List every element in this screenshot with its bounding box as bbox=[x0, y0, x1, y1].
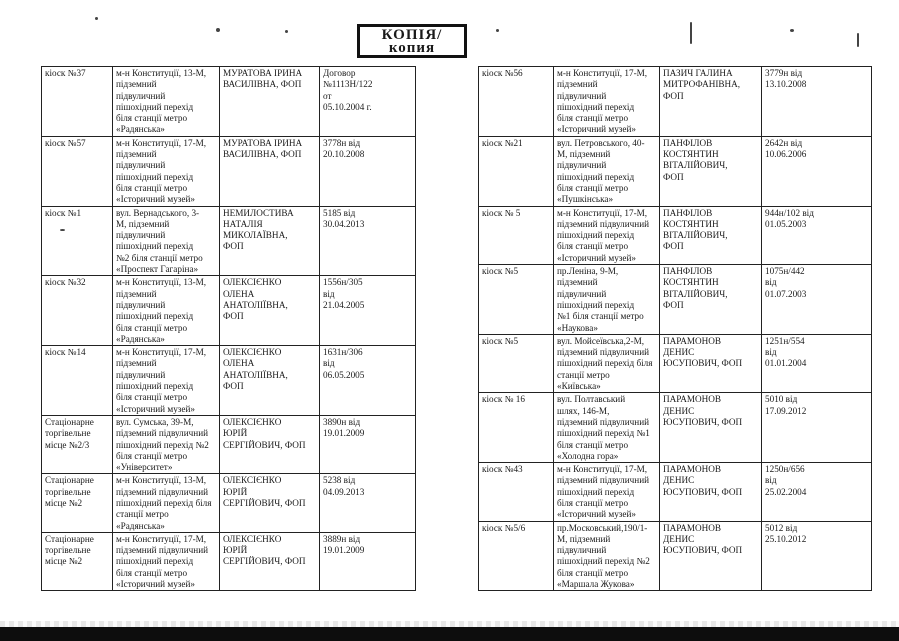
address-line: м-н Конституції, 13-М, bbox=[116, 475, 207, 486]
owner-line: ЮРІЙ bbox=[223, 545, 248, 556]
address-line: м-н Конституції, 13-М, bbox=[116, 68, 207, 78]
owner-line: ВІТАЛІЙОВИЧ, bbox=[663, 288, 728, 299]
owner-line: СЕРГІЙОВИЧ, ФОП bbox=[223, 556, 306, 567]
address-line: пішохідний перехід bbox=[557, 486, 635, 497]
owner-line: МИКОЛАЇВНА, bbox=[223, 230, 288, 241]
address-line: пішохідний перехід bbox=[116, 171, 194, 182]
address-line: шлях, 146-М, bbox=[557, 405, 610, 416]
address-line: біля станції метро bbox=[557, 439, 629, 450]
kiosk-line: місце №2 bbox=[45, 556, 83, 567]
address-line: «Наукова» bbox=[557, 322, 598, 333]
address-line: М, підземний bbox=[116, 218, 170, 229]
owner-line: ОЛЕКСІЄНКО bbox=[223, 347, 282, 358]
owner-cell bbox=[660, 206, 762, 264]
address-line: підземний підвуличний bbox=[116, 428, 209, 439]
address-line: м-н Конституції, 17-М, bbox=[557, 464, 648, 475]
address-line: вул. Петровського, 40- bbox=[557, 137, 645, 148]
contract-line: 1556н/305 bbox=[323, 277, 363, 288]
scan-speck bbox=[60, 229, 65, 231]
kiosk-line: торгівельне bbox=[45, 486, 91, 497]
address-line: «Пушкінська» bbox=[557, 194, 614, 205]
address-line: підземний bbox=[557, 79, 598, 90]
owner-line: ЮСУПОВИЧ, ФОП bbox=[663, 416, 743, 427]
kiosk-line: кіоск №56 bbox=[482, 68, 523, 78]
contract-line: 5010 від bbox=[765, 394, 798, 405]
address-line: «Історичний музей» bbox=[557, 124, 637, 135]
contract-cell bbox=[762, 463, 872, 521]
kiosk-cell bbox=[42, 206, 113, 276]
contract-line: від bbox=[765, 347, 777, 358]
owner-line: КОСТЯНТИН bbox=[663, 277, 719, 288]
kiosk-line: кіоск №57 bbox=[45, 137, 86, 148]
table-row bbox=[42, 276, 416, 346]
address-cell bbox=[113, 532, 220, 590]
contract-cell bbox=[320, 206, 416, 276]
owner-line: ОЛЕКСІЄНКО bbox=[223, 277, 282, 288]
table-row bbox=[479, 334, 872, 392]
contract-line: 20.10.2008 bbox=[323, 149, 365, 160]
kiosk-line: Стаціонарне bbox=[45, 533, 94, 544]
address-line: підвуличний bbox=[116, 299, 166, 310]
contract-line: 17.09.2012 bbox=[765, 405, 807, 416]
contract-line: від bbox=[323, 358, 335, 369]
address-line: біля станції метро bbox=[116, 182, 188, 193]
contract-line: 3890н від bbox=[323, 416, 361, 427]
owner-line: ВІТАЛІЙОВИЧ, bbox=[663, 160, 728, 171]
address-line: «Історичний музей» bbox=[557, 509, 637, 520]
address-line: підвуличний bbox=[116, 160, 166, 171]
contract-cell bbox=[320, 346, 416, 416]
address-line: біля станції метро bbox=[116, 322, 188, 333]
scan-speck bbox=[790, 29, 794, 32]
address-line: м-н Конституції, 17-М, bbox=[557, 68, 648, 78]
owner-line: НАТАЛІЯ bbox=[223, 218, 263, 229]
address-line: м-н Конституції, 17-М, bbox=[557, 207, 648, 218]
address-line: пішохідний перехід bbox=[557, 171, 635, 182]
contract-line: 3778н від bbox=[323, 137, 361, 148]
address-line: підвуличний bbox=[557, 545, 607, 556]
address-cell bbox=[554, 206, 660, 264]
owner-line: ЮСУПОВИЧ, ФОП bbox=[663, 486, 743, 497]
contract-line: 19.01.2009 bbox=[323, 428, 365, 439]
address-cell bbox=[554, 463, 660, 521]
kiosk-line: торгівельне bbox=[45, 428, 91, 439]
stamp-line-2: копия bbox=[388, 40, 436, 56]
table-row bbox=[479, 67, 872, 137]
contract-line: Договор bbox=[323, 68, 356, 78]
address-line: біля станції метро bbox=[116, 392, 188, 403]
owner-line: ФОП bbox=[223, 311, 244, 322]
contract-line: №1113Н/122 bbox=[323, 79, 373, 90]
contract-line: 04.09.2013 bbox=[323, 486, 365, 497]
address-line: м-н Конституції, 17-М, bbox=[116, 137, 207, 148]
address-line: біля станції метро bbox=[557, 567, 629, 578]
owner-cell bbox=[660, 393, 762, 463]
owner-line: ПАРАМОНОВ bbox=[663, 464, 722, 475]
scan-edge-dark bbox=[0, 627, 899, 641]
owner-line: ВІТАЛІЙОВИЧ, bbox=[663, 230, 728, 241]
contract-line: 30.04.2013 bbox=[323, 218, 365, 229]
contract-line: від bbox=[323, 288, 335, 299]
owner-cell bbox=[660, 265, 762, 335]
scan-speck bbox=[285, 30, 288, 33]
address-line: «Історичний музей» bbox=[116, 403, 196, 414]
contract-line: 05.10.2004 г. bbox=[323, 101, 372, 112]
owner-line: ОЛЕКСІЄНКО bbox=[223, 475, 282, 486]
contract-line: 25.10.2012 bbox=[765, 533, 807, 544]
contract-line: 1075н/442 bbox=[765, 266, 805, 277]
owner-line: ПАРАМОНОВ bbox=[663, 522, 722, 533]
owner-line: ДЕНИС bbox=[663, 475, 695, 486]
owner-line: ФОП bbox=[663, 171, 684, 182]
right-kiosk-table bbox=[478, 66, 872, 591]
address-line: пішохідний перехід bbox=[116, 556, 194, 567]
owner-line: ВАСИЛІВНА, ФОП bbox=[223, 149, 302, 160]
address-line: підземний підвуличний bbox=[557, 347, 650, 358]
table-row bbox=[42, 532, 416, 590]
owner-line: ФОП bbox=[663, 90, 684, 101]
address-line: вул. Мойсеївська,2-М, bbox=[557, 335, 645, 346]
contract-cell bbox=[320, 415, 416, 473]
contract-line: 10.06.2006 bbox=[765, 149, 807, 160]
contract-line: 1631н/306 bbox=[323, 347, 363, 358]
contract-cell bbox=[762, 136, 872, 206]
kiosk-cell bbox=[42, 532, 113, 590]
contract-line: 25.02.2004 bbox=[765, 486, 807, 497]
kiosk-line: кіоск №21 bbox=[482, 137, 523, 148]
address-cell bbox=[554, 265, 660, 335]
contract-line: 13.10.2008 bbox=[765, 79, 807, 90]
address-line: пр.Леніна, 9-М, bbox=[557, 266, 619, 277]
contract-line: 1250н/656 bbox=[765, 464, 805, 475]
kiosk-line: кіоск №1 bbox=[45, 207, 82, 218]
address-line: підземний bbox=[116, 288, 157, 299]
address-cell bbox=[113, 474, 220, 532]
address-line: пішохідний перехід bbox=[116, 381, 194, 392]
contract-line: 01.01.2004 bbox=[765, 358, 807, 369]
kiosk-line: кіоск №43 bbox=[482, 464, 523, 475]
address-line: пішохідний перехід bbox=[116, 311, 194, 322]
contract-line: 01.07.2003 bbox=[765, 288, 807, 299]
address-line: підземний bbox=[116, 358, 157, 369]
kiosk-cell bbox=[479, 334, 554, 392]
address-line: підземний підвуличний bbox=[557, 475, 650, 486]
address-cell bbox=[113, 67, 220, 137]
left-kiosk-table bbox=[41, 66, 416, 591]
address-line: станції метро bbox=[116, 509, 169, 520]
table-row bbox=[42, 206, 416, 276]
address-line: м-н Конституції, 17-М, bbox=[116, 533, 207, 544]
address-line: пішохідний перехід біля bbox=[116, 497, 212, 508]
contract-line: 21.04.2005 bbox=[323, 299, 365, 310]
address-cell bbox=[113, 136, 220, 206]
owner-line: ВАСИЛІВНА, ФОП bbox=[223, 79, 302, 90]
address-line: №1 біля станції метро bbox=[557, 311, 644, 322]
address-line: підземний підвуличний bbox=[116, 486, 209, 497]
address-line: «Історичний музей» bbox=[557, 252, 637, 263]
address-line: підземний bbox=[557, 277, 598, 288]
table-row bbox=[42, 67, 416, 137]
address-cell bbox=[554, 521, 660, 591]
contract-line: 06.05.2005 bbox=[323, 369, 365, 380]
kiosk-cell bbox=[479, 67, 554, 137]
contract-line: 5185 від bbox=[323, 207, 356, 218]
owner-line: ОЛЕНА bbox=[223, 358, 255, 369]
owner-line: ЮРІЙ bbox=[223, 428, 248, 439]
table-row bbox=[479, 265, 872, 335]
address-line: «Холодна гора» bbox=[557, 450, 619, 461]
owner-cell bbox=[220, 415, 320, 473]
owner-line: ДЕНИС bbox=[663, 347, 695, 358]
owner-line: ОЛЕНА bbox=[223, 288, 255, 299]
kiosk-cell bbox=[42, 276, 113, 346]
table-row bbox=[479, 206, 872, 264]
owner-line: ЮСУПОВИЧ, ФОП bbox=[663, 358, 743, 369]
table-row bbox=[42, 474, 416, 532]
address-line: м-н Конституції, 17-М, bbox=[116, 347, 207, 358]
address-line: «Радянська» bbox=[116, 520, 165, 531]
owner-line: АНАТОЛІЇВНА, bbox=[223, 369, 288, 380]
contract-cell bbox=[320, 276, 416, 346]
kiosk-line: кіоск №14 bbox=[45, 347, 86, 358]
owner-line: ОЛЕКСІЄНКО bbox=[223, 416, 282, 427]
scan-speck bbox=[857, 33, 859, 47]
address-line: пішохідний перехід bbox=[557, 230, 635, 241]
owner-line: ЮРІЙ bbox=[223, 486, 248, 497]
kiosk-line: кіоск №5 bbox=[482, 266, 519, 277]
address-line: пр.Московський,190/1- bbox=[557, 522, 648, 533]
contract-line: від bbox=[765, 277, 777, 288]
contract-cell bbox=[320, 136, 416, 206]
owner-line: ЮСУПОВИЧ, ФОП bbox=[663, 545, 743, 556]
owner-line: ПАНФІЛОВ bbox=[663, 137, 713, 148]
kiosk-cell bbox=[42, 136, 113, 206]
address-line: «Історичний музей» bbox=[116, 579, 196, 590]
contract-cell bbox=[762, 334, 872, 392]
address-line: пішохідний перехід №1 bbox=[557, 428, 650, 439]
contract-line: 01.05.2003 bbox=[765, 218, 807, 229]
address-line: біля станції метро bbox=[557, 113, 629, 124]
contract-line: від bbox=[765, 475, 777, 486]
address-line: №2 біля станції метро bbox=[116, 252, 203, 263]
kiosk-line: кіоск №5/6 bbox=[482, 522, 526, 533]
contract-cell bbox=[320, 474, 416, 532]
address-cell bbox=[554, 393, 660, 463]
owner-line: СЕРГІЙОВИЧ, ФОП bbox=[223, 439, 306, 450]
address-line: біля станції метро bbox=[557, 241, 629, 252]
kiosk-cell bbox=[42, 67, 113, 137]
address-line: «Проспект Гагаріна» bbox=[116, 264, 199, 275]
kiosk-cell bbox=[479, 206, 554, 264]
address-line: вул. Сумська, 39-М, bbox=[116, 416, 194, 427]
kiosk-line: кіоск №32 bbox=[45, 277, 86, 288]
owner-cell bbox=[220, 346, 320, 416]
contract-line: 19.01.2009 bbox=[323, 545, 365, 556]
kiosk-line: кіоск № 16 bbox=[482, 394, 525, 405]
contract-cell bbox=[762, 206, 872, 264]
owner-cell bbox=[660, 67, 762, 137]
address-line: біля станції метро bbox=[116, 113, 188, 124]
address-line: «Радянська» bbox=[116, 124, 165, 135]
owner-line: ФОП bbox=[223, 241, 244, 252]
owner-line: КОСТЯНТИН bbox=[663, 218, 719, 229]
table-row bbox=[42, 415, 416, 473]
owner-line: ПАРАМОНОВ bbox=[663, 335, 722, 346]
kiosk-line: Стаціонарне bbox=[45, 475, 94, 486]
table-row bbox=[479, 521, 872, 591]
address-cell bbox=[113, 206, 220, 276]
owner-cell bbox=[660, 463, 762, 521]
owner-line: СЕРГІЙОВИЧ, ФОП bbox=[223, 497, 306, 508]
kiosk-cell bbox=[42, 346, 113, 416]
owner-line: ПАНФІЛОВ bbox=[663, 207, 713, 218]
scan-speck bbox=[95, 17, 98, 20]
address-line: пішохідний перехід bbox=[116, 101, 194, 112]
address-cell bbox=[113, 415, 220, 473]
kiosk-cell bbox=[479, 521, 554, 591]
owner-cell bbox=[220, 67, 320, 137]
kiosk-line: Стаціонарне bbox=[45, 416, 94, 427]
address-line: підземний підвуличний bbox=[557, 416, 650, 427]
contract-cell bbox=[320, 532, 416, 590]
contract-cell bbox=[320, 67, 416, 137]
owner-cell bbox=[220, 532, 320, 590]
kiosk-cell bbox=[479, 265, 554, 335]
address-line: «Київська» bbox=[557, 381, 601, 392]
contract-cell bbox=[762, 521, 872, 591]
owner-line: ОЛЕКСІЄНКО bbox=[223, 533, 282, 544]
address-line: М, підземний bbox=[557, 149, 611, 160]
owner-cell bbox=[220, 206, 320, 276]
owner-line: НЕМИЛОСТИВА bbox=[223, 207, 294, 218]
contract-cell bbox=[762, 67, 872, 137]
owner-line: ФОП bbox=[663, 299, 684, 310]
contract-line: 1251н/554 bbox=[765, 335, 805, 346]
copy-stamp bbox=[357, 24, 467, 58]
owner-cell bbox=[220, 474, 320, 532]
address-line: підвуличний bbox=[557, 288, 607, 299]
kiosk-line: кіоск №37 bbox=[45, 68, 86, 78]
address-line: вул. Полтавський bbox=[557, 394, 626, 405]
address-line: підвуличний bbox=[116, 369, 166, 380]
address-line: М, підземний bbox=[557, 533, 611, 544]
owner-line: АНАТОЛІЇВНА, bbox=[223, 299, 288, 310]
stamp-line-1: КОПІЯ/ bbox=[381, 27, 443, 43]
owner-line: ДЕНИС bbox=[663, 405, 695, 416]
address-line: підземний bbox=[116, 79, 157, 90]
contract-line: 3889н від bbox=[323, 533, 361, 544]
address-line: пішохідний перехід bbox=[557, 101, 635, 112]
contract-line: 2642н від bbox=[765, 137, 803, 148]
address-line: станції метро bbox=[557, 369, 610, 380]
address-cell bbox=[113, 346, 220, 416]
address-line: підземний підвуличний bbox=[116, 545, 209, 556]
table-row bbox=[42, 136, 416, 206]
owner-line: ФОП bbox=[223, 381, 244, 392]
address-line: підземний bbox=[116, 149, 157, 160]
contract-line: 3779н від bbox=[765, 68, 803, 78]
kiosk-line: місце №2/3 bbox=[45, 439, 90, 450]
kiosk-cell bbox=[42, 474, 113, 532]
table-row bbox=[42, 346, 416, 416]
owner-line: ФОП bbox=[663, 241, 684, 252]
address-line: пішохідний перехід №2 bbox=[116, 439, 209, 450]
kiosk-line: кіоск №5 bbox=[482, 335, 519, 346]
address-line: підвуличний bbox=[557, 160, 607, 171]
address-line: підземний підвуличний bbox=[557, 218, 650, 229]
scan-speck bbox=[496, 29, 499, 32]
address-line: підвуличний bbox=[116, 230, 166, 241]
address-line: підвуличний bbox=[557, 90, 607, 101]
address-cell bbox=[113, 276, 220, 346]
owner-line: ПАЗИЧ ГАЛИНА bbox=[663, 68, 733, 78]
address-line: біля станції метро bbox=[557, 182, 629, 193]
address-line: вул. Вернадського, 3- bbox=[116, 207, 200, 218]
owner-line: ДЕНИС bbox=[663, 533, 695, 544]
address-cell bbox=[554, 334, 660, 392]
address-cell bbox=[554, 136, 660, 206]
owner-line: МИТРОФАНІВНА, bbox=[663, 79, 741, 90]
table-row bbox=[479, 393, 872, 463]
owner-cell bbox=[660, 334, 762, 392]
scan-speck bbox=[216, 28, 220, 32]
scan-speck bbox=[690, 22, 692, 44]
contract-line: 5238 від bbox=[323, 475, 356, 486]
address-line: біля станції метро bbox=[557, 497, 629, 508]
kiosk-cell bbox=[479, 463, 554, 521]
address-line: «Маршала Жукова» bbox=[557, 579, 635, 590]
kiosk-cell bbox=[479, 136, 554, 206]
address-line: підвуличний bbox=[116, 90, 166, 101]
owner-cell bbox=[220, 276, 320, 346]
address-line: «Університет» bbox=[116, 462, 173, 473]
address-line: пішохідний перехід bbox=[557, 299, 635, 310]
kiosk-line: кіоск № 5 bbox=[482, 207, 521, 218]
owner-line: КОСТЯНТИН bbox=[663, 149, 719, 160]
table-row bbox=[479, 463, 872, 521]
address-cell bbox=[554, 67, 660, 137]
kiosk-line: місце №2 bbox=[45, 497, 83, 508]
address-line: м-н Конституції, 13-М, bbox=[116, 277, 207, 288]
contract-cell bbox=[762, 265, 872, 335]
address-line: пішохідний перехід bbox=[116, 241, 194, 252]
kiosk-cell bbox=[42, 415, 113, 473]
owner-line: ПАНФІЛОВ bbox=[663, 266, 713, 277]
kiosk-cell bbox=[479, 393, 554, 463]
table-row bbox=[479, 136, 872, 206]
owner-line: ПАРАМОНОВ bbox=[663, 394, 722, 405]
address-line: пішохідний перехід №2 bbox=[557, 556, 650, 567]
owner-cell bbox=[660, 521, 762, 591]
address-line: «Радянська» bbox=[116, 333, 165, 344]
owner-cell bbox=[220, 136, 320, 206]
contract-line: 944н/102 від bbox=[765, 207, 814, 218]
owner-cell bbox=[660, 136, 762, 206]
contract-cell bbox=[762, 393, 872, 463]
contract-line: от bbox=[323, 90, 332, 101]
kiosk-line: торгівельне bbox=[45, 545, 91, 556]
address-line: пішохідний перехід біля bbox=[557, 358, 653, 369]
address-line: «Історичний музей» bbox=[116, 194, 196, 205]
owner-line: МУРАТОВА ІРИНА bbox=[223, 137, 303, 148]
owner-line: МУРАТОВА ІРИНА bbox=[223, 68, 303, 78]
address-line: біля станції метро bbox=[116, 450, 188, 461]
address-line: біля станції метро bbox=[116, 567, 188, 578]
contract-line: 5012 від bbox=[765, 522, 798, 533]
